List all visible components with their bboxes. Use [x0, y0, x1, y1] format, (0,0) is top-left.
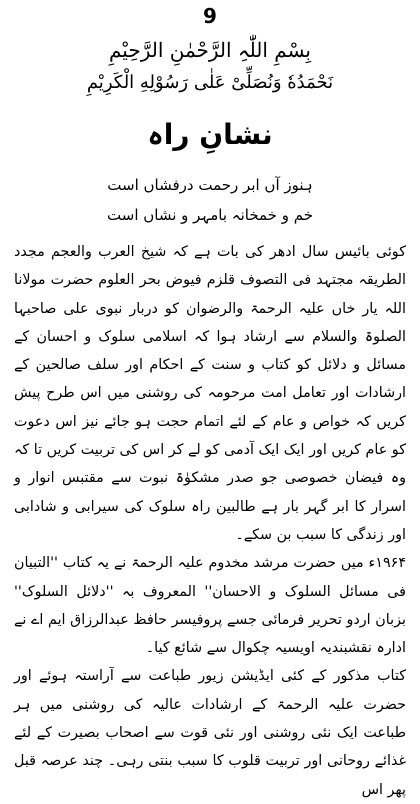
verse-line-2: خم و خمخانہ بامہر و نشاں است [107, 206, 313, 224]
basmala-line: بِسْمِ اللّٰہِ الرَّحْمٰنِ الرَّحِیْمِ [108, 38, 311, 62]
paragraph-1: کوئی بائیس سال ادھر کی بات ہے کہ شیخ العرب والعجم مجدد الطریقہ مجتہد فی التصوف قلزم فیوض بحر العلوم حضرت مولانا اللہ یار خاں علیہ الرحمۃ والرضوان کو دربار نبوی علی صاحبہا الصلوۃ والسلام سے ارشاد ہوا کہ اسلامی سلوک و احسان کے مسائل و دلائل کو کتاب و سنت کے احکام اور سلف صالحین کے ارشادات اور تعامل امت مرحومہ کی روشنی میں اس طرح پیش کریں کہ خواص و عام کے لئے اتمام حجت ہو جائے نیز اس دعوت کو عام کریں اور ایک ایک آدمی کو لے کر اس کی تربیت کریں تا کہ وہ فیضان خصوصی جو صدر مشکوٰۃ نبوت سے مقتبس انوار و اسرار کا ابر گہر بار ہے طالبین راہ سلوک کی سیرابی و شادابی اور زندگی کا سبب بن سکے۔ [14, 244, 406, 543]
verse-line-1: ہنوز آں ابر رحمت درفشاں است [107, 176, 313, 194]
paragraph-2: ۱۹۶۴ء میں حضرت مرشد مخدوم علیہ الرحمۃ نے یہ کتاب ''التبیان فی مسائل السلوک و الاحسان'' المعروف بہ ''دلائل السلوک'' بزبان اردو تحریر فرمائی جسے پروفیسر حافظ عبدالرزاق ایم اے نے ادارہ نقشبندیہ اویسیہ چکوال سے شائع کیا۔ [14, 555, 406, 657]
page-number: 9 [203, 4, 217, 28]
page-title: نشانِ راہ [147, 118, 273, 151]
salutation-line: نَحْمَدُهٗ وَنُصَلِّیْ عَلٰی رَسُوْلِهِ الْكَرِیْمِ [86, 72, 334, 93]
paragraph-3: کتاب مذکور کے کئی ایڈیشن زیور طباعت سے آراستہ ہوئے اور حضرت علیہ الرحمۃ کے ارشادات عالیہ کی روشنی میں ہر طباعت ایک نئی روشنی اور نئی قوت سے اصحاب بصیرت کے لئے غذائے روحانی اور تربیت قلوب کا سبب بنتی رہی۔ چند عرصہ قبل پھر اس [14, 668, 406, 798]
body-text [14, 238, 406, 804]
